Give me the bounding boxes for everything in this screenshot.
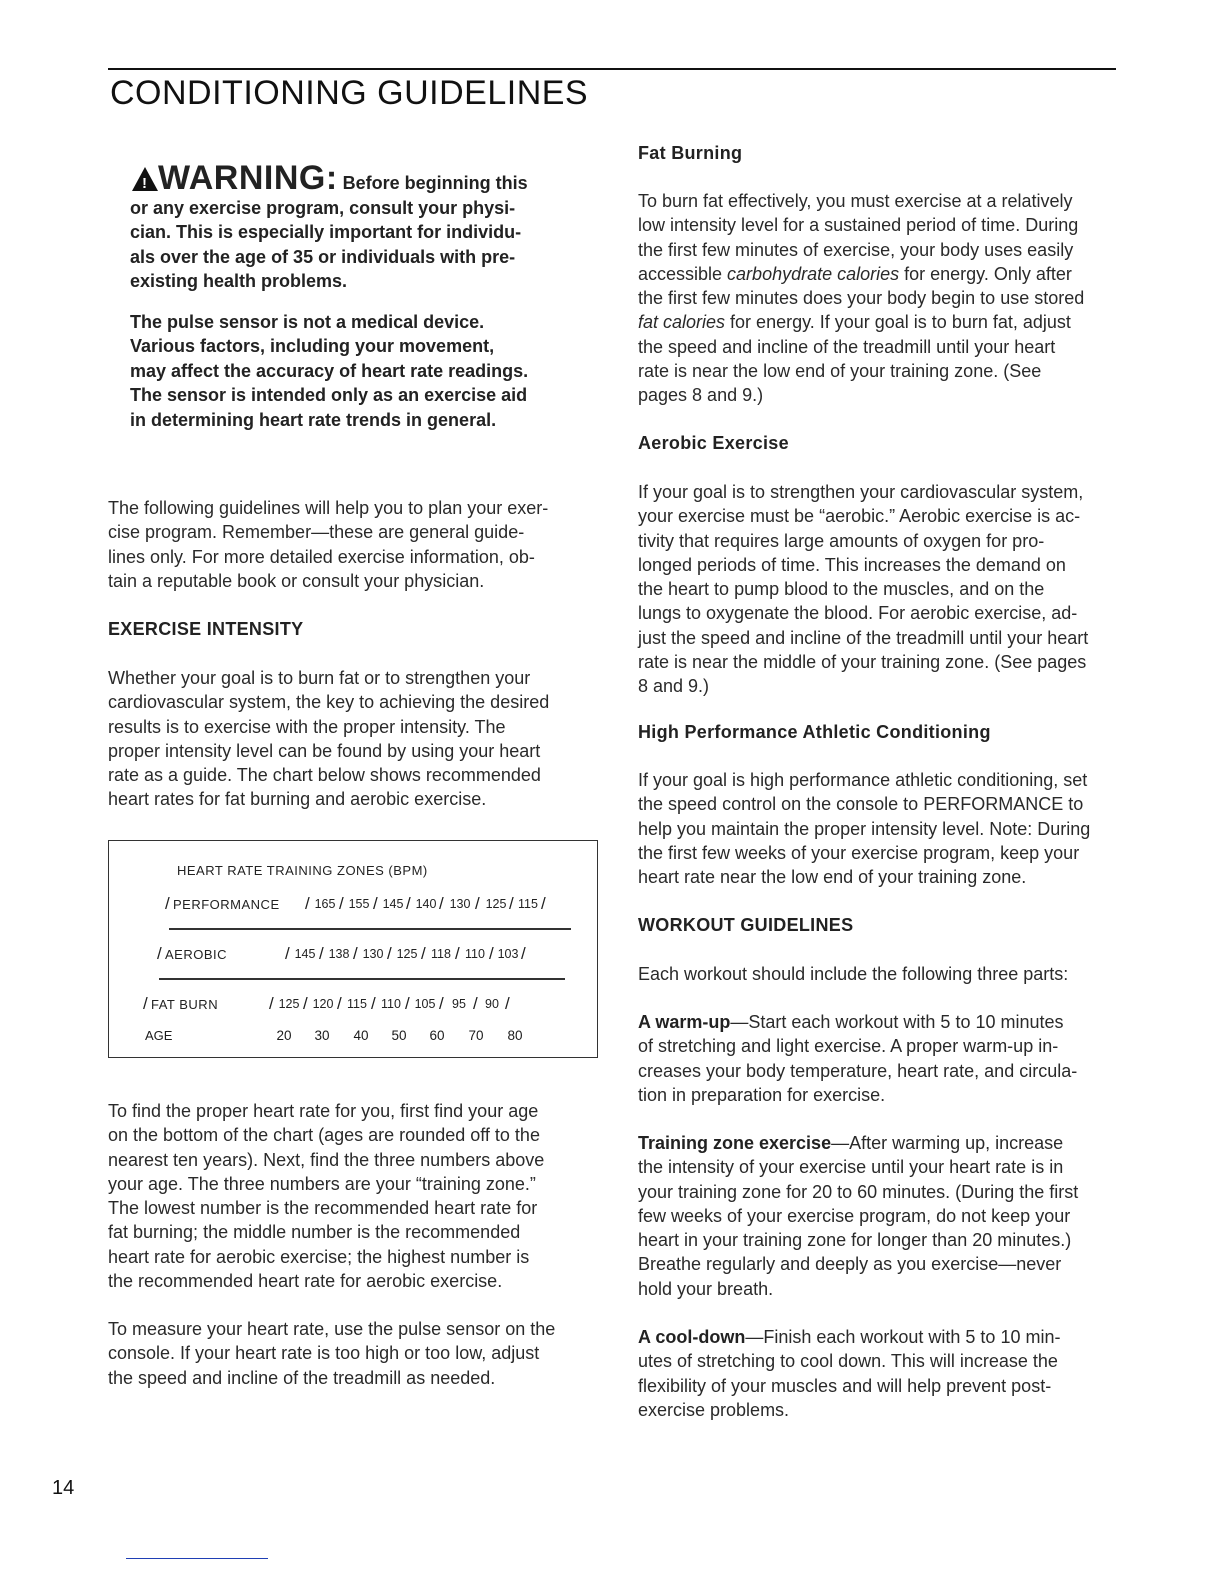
warning-lead: Before beginning this	[337, 173, 528, 193]
workout-intro: Each workout should include the following three parts:	[638, 964, 1069, 984]
zone-value: 125	[485, 897, 507, 911]
zone-value: 110	[381, 997, 401, 1011]
fat-burning-paragraph: To burn fat effectively, you must exercise at a relatively low intensity level for a sustained period of time. During the first few minutes of exercise, your body uses easily accessible carbohydrate calories for energy. Only after the first few minutes does your body begin to use stored fat calories for energy. If your goal is to burn fat, adjust the speed and incline of the treadmill until your heart rate is near the low end of your training zone. (See pages 8 and 9.)	[638, 191, 1085, 406]
zone-row-aerobic: / AEROBIC / 145 / 138 / 130 / 125 / 118 / 110 / 103 /	[157, 944, 526, 963]
zone-value: 103	[497, 947, 519, 961]
workout-guidelines-heading: WORKOUT GUIDELINES	[638, 915, 854, 935]
zone-value: 165	[314, 897, 336, 911]
age-label: AGE	[145, 1028, 173, 1043]
zone-label: PERFORMANCE	[173, 897, 280, 912]
zone-value: 120	[312, 997, 334, 1011]
intro-paragraph: The following guidelines will help you to plan your exer- cise program. Remember—these are general guide- lines only. For more detailed exercise information, ob- tain a reputable book or consult your physician.	[108, 498, 549, 591]
zone-value: 125	[278, 997, 300, 1011]
zones-title: HEART RATE TRAINING ZONES (BPM)	[177, 863, 428, 878]
aerobic-paragraph: If your goal is to strengthen your cardiovascular system, your exercise must be “aerobic.” Aerobic exercise is ac- tivity that requires large amounts of oxygen for pro- longed periods of time. This increases the demand on the heart to pump blood to the muscles, and on the lungs to oxygenate the blood. For aerobic exercise, ad- just the speed and incline of the treadmill until your heart rate is near the middle of your training zone. (See pages 8 and 9.)	[638, 482, 1089, 697]
high-performance-heading: High Performance Athletic Conditioning	[638, 722, 991, 742]
zone-value: 155	[348, 897, 370, 911]
zone-value: 145	[294, 947, 316, 961]
warning-line: The sensor is intended only as an exercise aid	[130, 385, 528, 405]
age-value: 20	[276, 1028, 292, 1043]
heart-rate-zones-chart	[108, 840, 598, 1058]
warning-word: WARNING:	[158, 159, 338, 197]
pulse-sensor-warning	[130, 310, 570, 433]
age-value: 60	[429, 1028, 445, 1043]
warning-line: Various factors, including your movement,	[130, 336, 495, 356]
measure-paragraph: To measure your heart rate, use the pulse sensor on the console. If your heart rate is too high or too low, adjust the speed and incline of the treadmill as needed.	[108, 1319, 556, 1388]
zone-value: 125	[396, 947, 418, 961]
age-value: 70	[468, 1028, 484, 1043]
warning-line: or any exercise program, consult your physi-	[130, 197, 516, 218]
zone-value: 105	[414, 997, 436, 1011]
zone-row-performance: / PERFORMANCE / 165 / 155 / 145 / 140 / 130 / 125 / 115 /	[165, 894, 546, 913]
warning-line: als over the age of 35 or individuals with pre-	[130, 246, 516, 267]
warning-line: may affect the accuracy of heart rate readings.	[130, 360, 529, 381]
zone-value: 145	[382, 897, 404, 911]
fat-burning-heading: Fat Burning	[638, 143, 743, 163]
high-performance-paragraph: If your goal is high performance athletic conditioning, set the speed control on the console to PERFORMANCE to help you maintain the proper intensity level. Note: During the first few weeks of your exercise program, keep your heart rate near the low end of your training zone.	[638, 770, 1091, 888]
zone-value: 110	[465, 947, 485, 961]
warm-up-paragraph: A warm-up—Start each workout with 5 to 10 minutes of stretching and light exercise. A proper warm-up in- creases your body temperature, heart rate, and circula- tion in preparation for exercise.	[638, 1012, 1078, 1105]
aerobic-heading: Aerobic Exercise	[638, 433, 789, 453]
exercise-intensity-heading: EXERCISE INTENSITY	[108, 619, 304, 639]
exercise-intensity-paragraph: Whether your goal is to burn fat or to strengthen your cardiovascular system, the key to achieving the desired results is to exercise with the proper intensity. The proper intensity level can be found by using your heart rate as a guide. The chart below shows recommended heart rates for fat burning and aerobic exercise.	[108, 668, 550, 810]
cool-down-term: A cool-down	[638, 1327, 746, 1347]
warm-up-term: A warm-up	[638, 1012, 731, 1032]
zone-divider	[159, 978, 565, 980]
page-number: 14	[52, 1477, 75, 1499]
zone-row-fat-burn: / FAT BURN / 125 / 120 / 115 / 110 / 105 / 95 / 90 /	[143, 994, 510, 1013]
training-zone-term: Training zone exercise	[638, 1133, 832, 1153]
find-rate-paragraph: To find the proper heart rate for you, first find your age on the bottom of the chart (ages are rounded off to the nearest ten years). Next, find the three numbers above your age. The three numbers are your “training zone.” The lowest number is the recommended heart rate for fat burning; the middle number is the recommended heart rate for aerobic exercise; the highest number is the recommended heart rate for aerobic exercise.	[108, 1101, 545, 1292]
zone-divider	[169, 928, 571, 930]
age-value: 30	[314, 1028, 330, 1043]
warning-line: The pulse sensor is not a medical device.	[130, 311, 485, 332]
warning-line: in determining heart rate trends in general.	[130, 409, 497, 430]
training-zone-paragraph: Training zone exercise—After warming up, increase the intensity of your exercise until your heart rate is in your training zone for 20 to 60 minutes. (During the first few weeks of your exercise program, do not keep your heart in your training zone for longer than 20 minutes.) Breathe regularly and deeply as you exercise—never hold your breath.	[638, 1133, 1079, 1299]
page-title: CONDITIONING GUIDELINES	[110, 74, 589, 112]
age-value: 40	[353, 1028, 369, 1043]
title-rule	[108, 68, 1116, 70]
zone-value: 140	[415, 897, 437, 911]
cool-down-paragraph: A cool-down—Finish each workout with 5 to 10 min- utes of stretching to cool down. This will increase the flexibility of your muscles and will help prevent post- exercise problems.	[638, 1327, 1061, 1420]
warning-box	[130, 159, 570, 432]
zone-value: 90	[485, 997, 499, 1011]
zone-value: 115	[347, 997, 367, 1011]
age-value: 50	[391, 1028, 407, 1043]
zone-value: 115	[518, 897, 538, 911]
zone-value: 130	[362, 947, 384, 961]
warning-triangle-icon	[132, 167, 158, 191]
warning-line: cian. This is especially important for individu-	[130, 222, 522, 242]
age-value: 80	[507, 1028, 523, 1043]
zone-value: 130	[449, 897, 471, 911]
warning-text	[130, 196, 570, 294]
zone-value: 95	[452, 997, 466, 1011]
zone-value: 118	[431, 947, 451, 961]
zone-label: FAT BURN	[151, 997, 219, 1012]
zone-label: AEROBIC	[165, 947, 228, 962]
warning-line: existing health problems.	[130, 271, 348, 291]
zone-value: 138	[328, 947, 350, 961]
bottom-rule	[126, 1558, 268, 1559]
